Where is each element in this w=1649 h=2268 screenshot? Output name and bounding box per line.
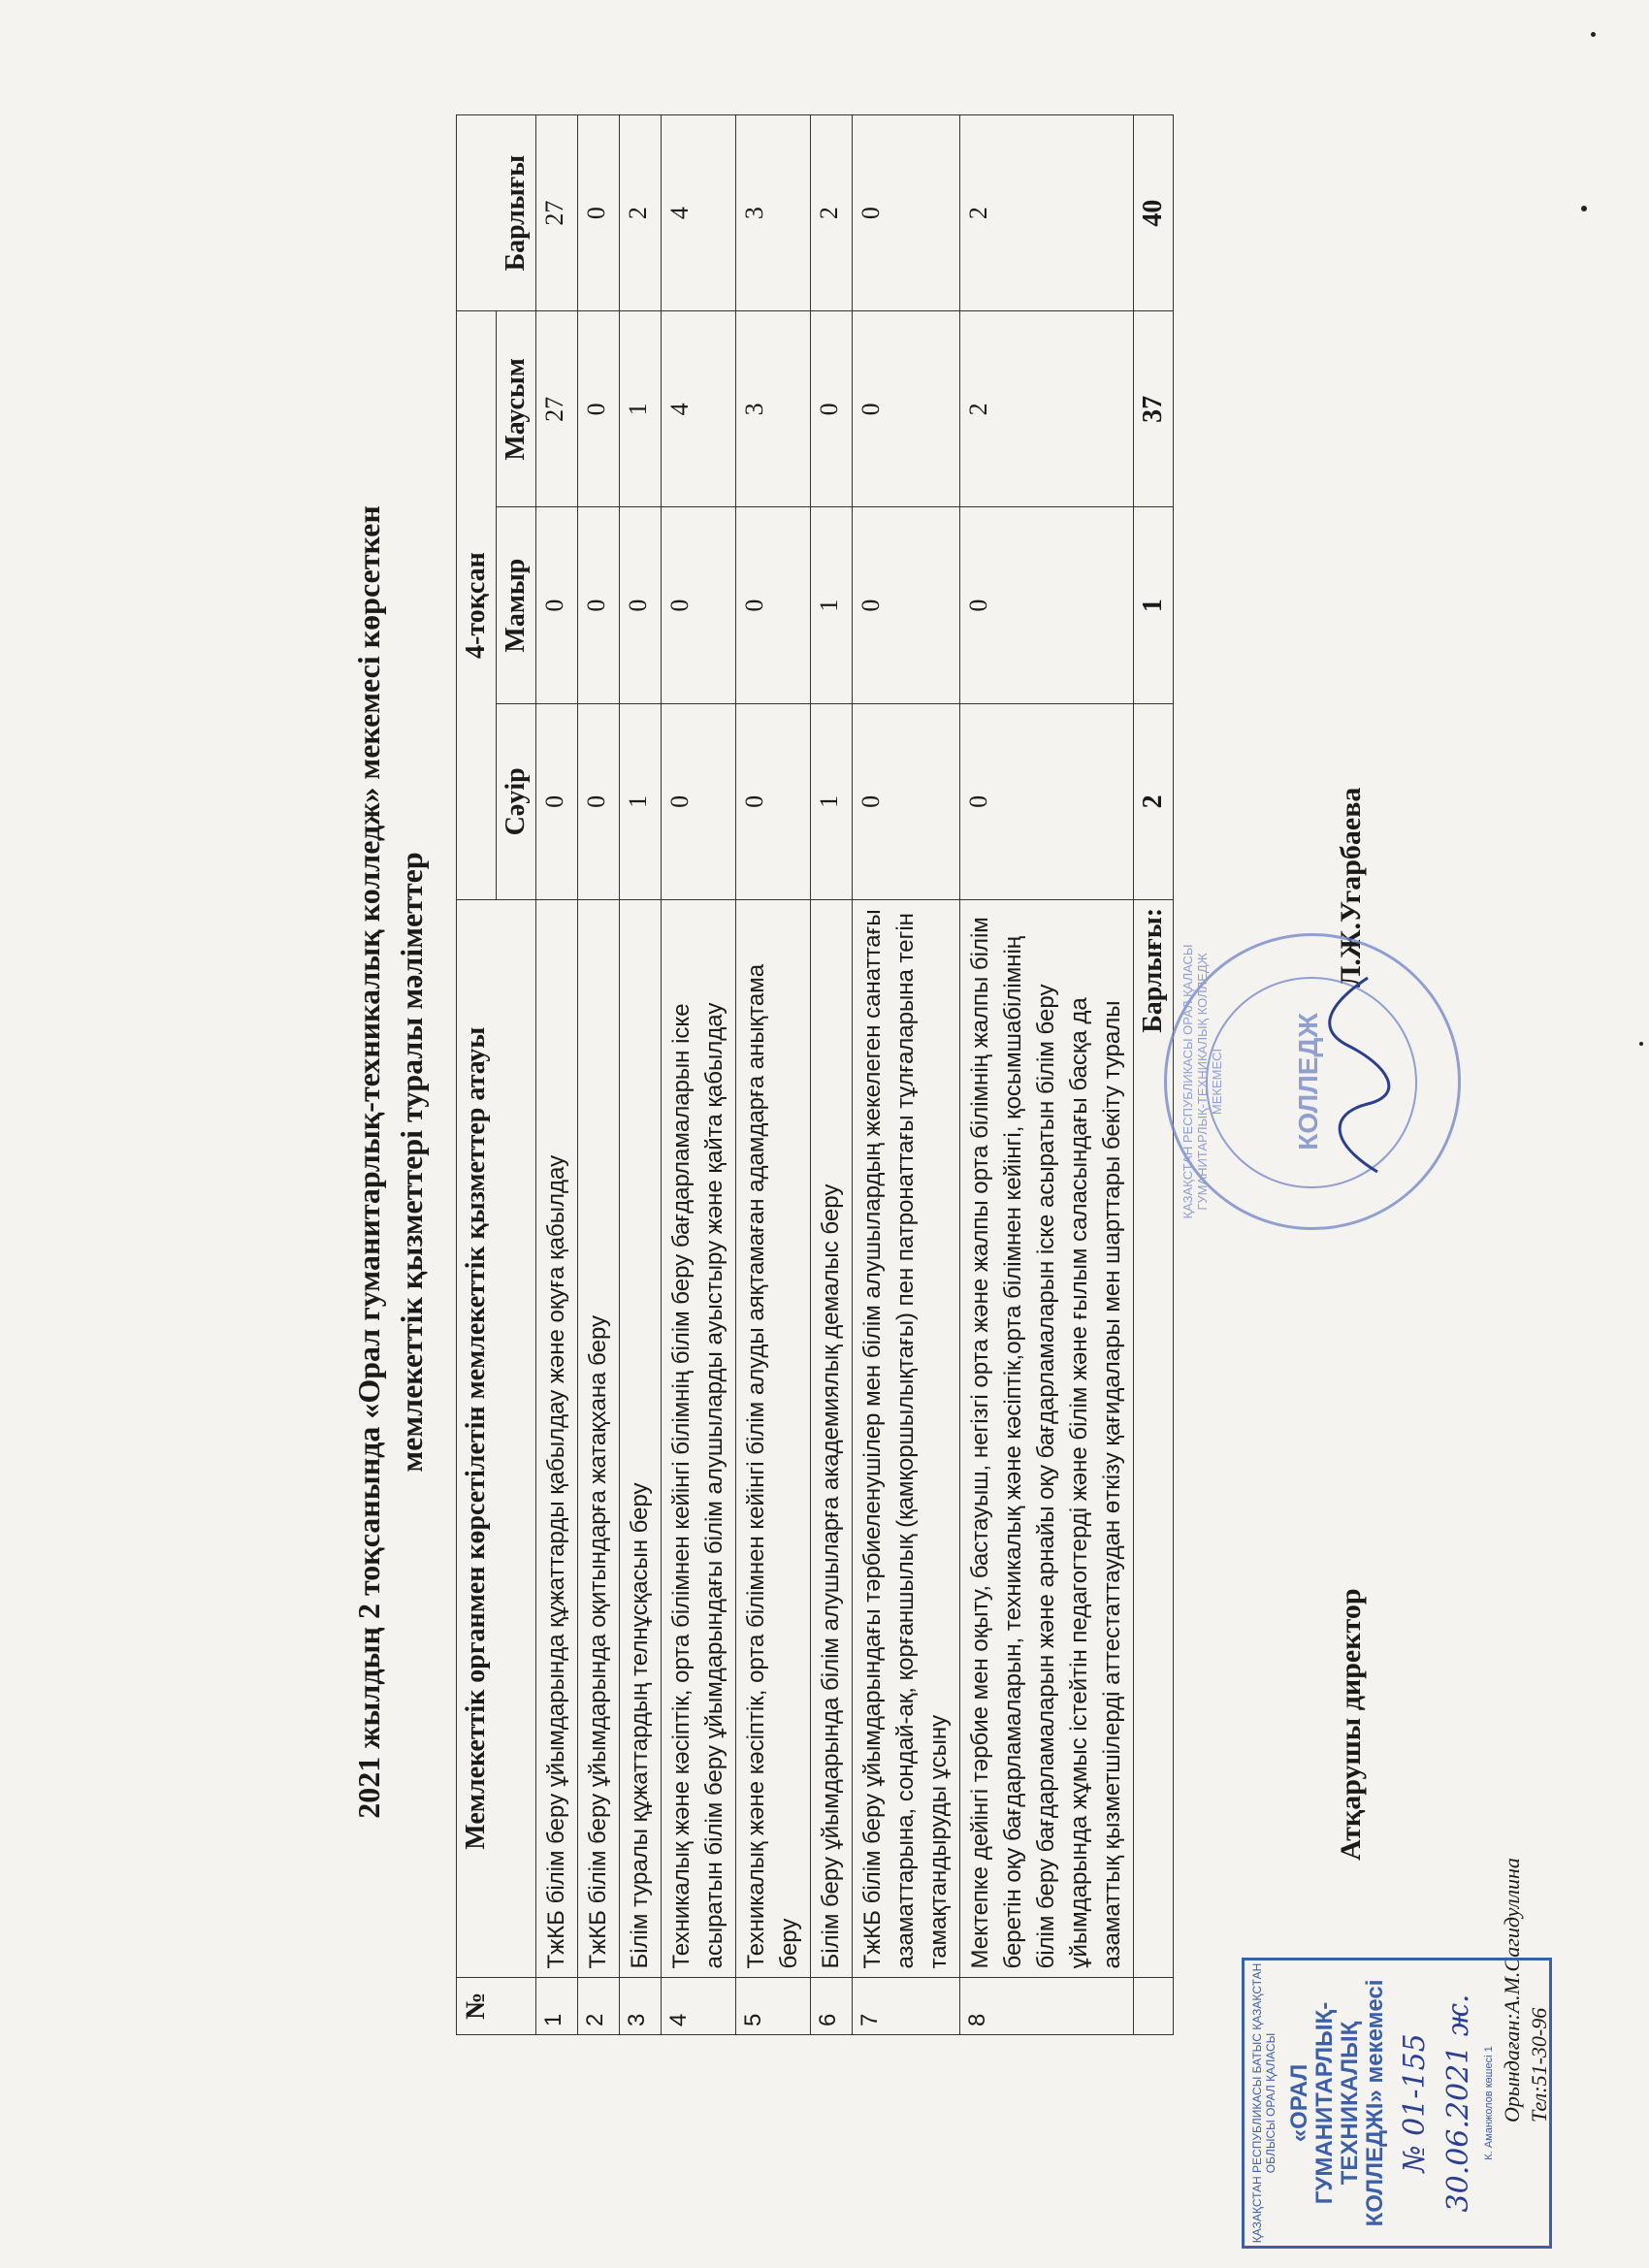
row-june: 3: [736, 311, 811, 507]
stamp-header: ҚАЗАҚСТАН РЕСПУБЛИКАСЫ БАТЫС ҚАЗАҚСТАН ОБЛЫСЫ ОРАЛ ҚАЛАСЫ: [1250, 1962, 1277, 2244]
row-number: 6: [811, 1977, 853, 2034]
row-april: 0: [853, 703, 960, 899]
row-june: 0: [811, 311, 853, 507]
registration-stamp: [1242, 1958, 1552, 2249]
row-may: 0: [620, 507, 662, 703]
row-april: 0: [578, 703, 620, 899]
row-total: 4: [662, 115, 736, 311]
row-june: 2: [960, 311, 1134, 507]
row-total: 2: [960, 115, 1134, 311]
table-row: [620, 115, 662, 2035]
row-total: 2: [811, 115, 853, 311]
total-may: 1: [1134, 507, 1174, 703]
scan-speck: [1639, 1042, 1643, 1046]
row-april: 1: [620, 703, 662, 899]
row-number: 2: [578, 1977, 620, 2034]
table-row: [736, 115, 811, 2035]
row-service-name: Мектепке дейінгі тәрбие мен оқыту, бастауыш, негізгі орта және жалпы орта білімнің жалпы білім беретін оқу бағдарламаларын, техникалық және кәсіптік,орта білімнен кейінгі, қосымшабілімнің білім беру бағдарламаларын және арнайы оқу бағдарламаларын іске асыратын білім беру ұйымдарында жұмыс істейтін педагогтерді және білім және ғылым саласындағы басқа да азаматтық қызметшілерді аттестаттаудан өткізу қағидалары мен шарттары бекіту туралы: [960, 899, 1134, 1977]
row-may: 0: [536, 507, 578, 703]
row-june: 4: [662, 311, 736, 507]
table-row: [536, 115, 578, 2035]
row-may: 0: [853, 507, 960, 703]
row-april: 0: [960, 703, 1134, 899]
signer-name: Л.Ж.Угарбаева: [1335, 787, 1367, 988]
header-total: Барлығы: [457, 115, 536, 311]
scan-speck: [1581, 206, 1587, 211]
row-service-name: Техникалық және кәсіптік, орта білімнен кейінгі білімнің білім беру бағдарламаларын іске асыратын білім беру ұйымдарындағы білім алушыларды ауыстыру және қайта қабылдау: [662, 899, 736, 1977]
signer-position: Атқарушы директор: [1335, 1588, 1367, 1861]
document-title: [347, 338, 433, 1987]
total-june: 37: [1134, 311, 1174, 507]
stamp-organization: «ОРАЛ ГУМАНИТАРЛЫҚ-ТЕХНИКАЛЫҚ КОЛЛЕДЖІ» мекемесі: [1286, 1979, 1388, 2227]
row-april: 0: [536, 703, 578, 899]
table-header-row: [457, 115, 497, 2035]
row-may: 0: [578, 507, 620, 703]
row-june: 0: [853, 311, 960, 507]
header-service-name: Мемлекеттік органмен көрсетілетін мемлекеттік қызметтер атауы: [457, 899, 536, 1977]
row-total: 2: [620, 115, 662, 311]
row-service-name: ТжКБ білім беру ұйымдарындағы тәрбиеленушілер мен білім алушылардың жекелеген санаттағы азаматтарына, сондай-ақ, қорғаншылық (қамқоршылықтағы) пен патронаттағы тұлғаларына тегін тамақтандыруды ұсыну: [853, 899, 960, 1977]
total-all: 40: [1134, 115, 1174, 311]
row-number: 4: [662, 1977, 736, 2034]
stamp-address: К. Аманжолов көшесі 1: [1483, 2046, 1495, 2160]
seal-ring-text: ҚАЗАҚСТАН РЕСПУБЛИКАСЫ ОРАЛ ҚАЛАСЫ ГУМАНИТАРЛЫҚ-ТЕХНИКАЛЫҚ КОЛЛЕДЖ МЕКЕМЕСІ: [1180, 944, 1224, 1219]
header-june: Маусым: [497, 311, 536, 507]
header-may: Мамыр: [497, 507, 536, 703]
row-service-name: ТжКБ білім беру ұйымдарында оқитындарға жатақхана беру: [578, 899, 620, 1977]
header-number: №: [457, 1977, 536, 2034]
table-row: [853, 115, 960, 2035]
row-june: 0: [578, 311, 620, 507]
table-row: [811, 115, 853, 2035]
header-april: Сәуір: [497, 703, 536, 899]
title-line-2: мемлекеттік қызметтері туралы мәліметтер: [394, 852, 429, 1473]
executor-name: Орындаған:А.М.Сагидуллина: [1500, 1858, 1524, 2122]
total-april: 2: [1134, 703, 1174, 899]
row-may: 0: [960, 507, 1134, 703]
handwritten-signature-icon: [1319, 968, 1397, 1182]
row-june: 27: [536, 311, 578, 507]
table-row: [578, 115, 620, 2035]
total-label: Барлығы:: [1134, 899, 1174, 1977]
row-april: 0: [736, 703, 811, 899]
round-seal: [1164, 933, 1461, 1230]
row-total: 27: [536, 115, 578, 311]
services-table: [456, 114, 1174, 2035]
row-total: 0: [853, 115, 960, 311]
header-quarter: 4-тоқсан: [457, 311, 497, 900]
seal-center-text: КОЛЛЕДЖ: [1293, 1013, 1323, 1150]
table-row: [960, 115, 1134, 2035]
row-number: 8: [960, 1977, 1134, 2034]
executor-phone: Тел:51-30-96: [1527, 2007, 1551, 2122]
row-may: 1: [811, 507, 853, 703]
stamp-number: № 01-155: [1398, 2033, 1432, 2173]
total-number-cell: [1134, 1977, 1174, 2034]
row-april: 0: [662, 703, 736, 899]
stamp-date: 30.06.2021 ж.: [1441, 1993, 1475, 2213]
row-service-name: Білім беру ұйымдарында білім алушыларға академиялық демалыс беру: [811, 899, 853, 1977]
row-service-name: Техникалық және кәсіптік, орта білімнен кейінгі білім алуды аяқтамаған адамдарға анықтама беру: [736, 899, 811, 1977]
row-service-name: Білім туралы құжаттардың телнұсқасын беру: [620, 899, 662, 1977]
row-number: 5: [736, 1977, 811, 2034]
row-may: 0: [736, 507, 811, 703]
title-line-1: 2021 жылдың 2 тоқсанында «Орал гуманитарлық-техникалық колледж» мекемесі көрсеткен: [351, 505, 386, 1819]
row-total: 0: [578, 115, 620, 311]
row-june: 1: [620, 311, 662, 507]
row-total: 3: [736, 115, 811, 311]
table-row: [662, 115, 736, 2035]
row-number: 3: [620, 1977, 662, 2034]
row-service-name: ТжКБ білім беру ұйымдарында құжаттарды қабылдау және оқуға қабылдау: [536, 899, 578, 1977]
row-april: 1: [811, 703, 853, 899]
row-number: 1: [536, 1977, 578, 2034]
row-number: 7: [853, 1977, 960, 2034]
row-may: 0: [662, 507, 736, 703]
table-body: [536, 115, 1174, 2035]
scan-speck: [1591, 32, 1596, 37]
